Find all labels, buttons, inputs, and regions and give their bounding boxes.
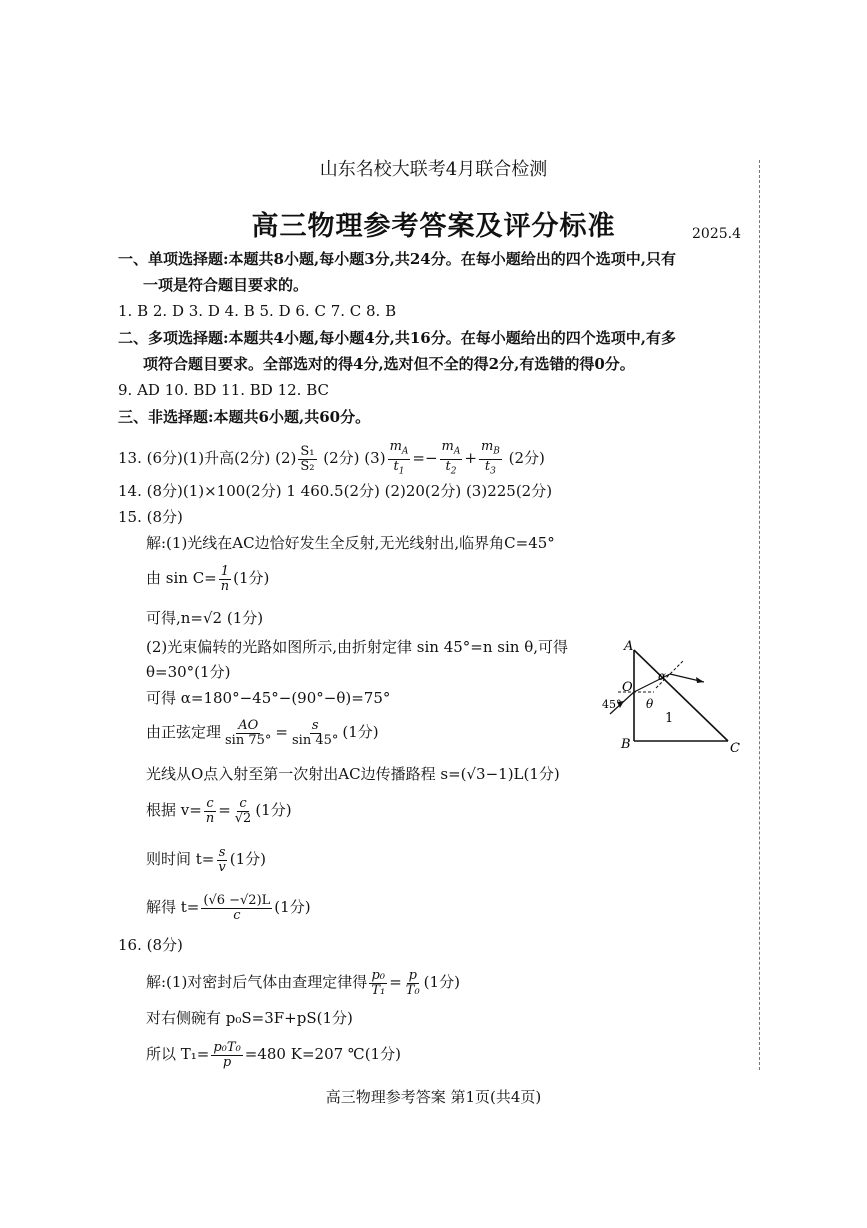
- q16-l1-den2: T₀: [405, 982, 420, 998]
- q15-l7-post: (1分): [342, 723, 379, 741]
- q15-l9-frac2: [233, 797, 254, 826]
- q13-answer: [118, 440, 545, 478]
- q15-line6: 可得 α=180°−45°−(90°−θ)=75°: [146, 689, 391, 707]
- q16-line1: [146, 966, 460, 998]
- q16-l3-num: p₀T₀: [213, 1039, 241, 1055]
- section3-heading: 三、非选择题:本题共6小题,共60分。: [118, 408, 371, 426]
- q16-l1-post: (1分): [423, 973, 460, 991]
- q15-l10-num: s: [218, 844, 226, 860]
- prism-edge-ac: [634, 650, 728, 741]
- q16-l1-pre: 解:(1)对密封后气体由查理定律得: [146, 973, 368, 991]
- q13-mid: (2分) (3): [318, 449, 386, 468]
- q15-l2-frac: [219, 565, 231, 594]
- q13-mb: m: [480, 439, 494, 454]
- q15-line11: [146, 890, 311, 924]
- q13-prefix: 13. (6分)(1)升高(2分) (2): [118, 449, 297, 468]
- label-alpha: α: [658, 669, 667, 683]
- q13-frac1-den: S₂: [300, 458, 315, 474]
- q15-heading: 15. (8分): [118, 508, 183, 526]
- q16-heading: 16. (8分): [118, 936, 183, 954]
- q16-l3-frac: [211, 1041, 242, 1070]
- q13-score: (2分): [503, 449, 545, 468]
- q13-frac-ma: [388, 440, 411, 478]
- q15-l9-den2: √2: [234, 810, 252, 826]
- q15-l2-num: 1: [220, 563, 230, 579]
- q16-l3-den: p: [222, 1054, 232, 1070]
- q15-l11-post: (1分): [274, 898, 311, 916]
- q15-l2-den: n: [220, 578, 230, 594]
- q15-l7-den1: sin 75°: [225, 732, 272, 748]
- q13-t1: t: [393, 458, 399, 474]
- q15-l11-den: c: [233, 907, 241, 923]
- q13-ma2: m: [441, 439, 454, 454]
- q13-t1-sub: 1: [398, 466, 405, 477]
- q13-frac1-num: S₁: [300, 443, 315, 459]
- q13-frac-ma2: [440, 440, 463, 478]
- section2-answers: 9. AD 10. BD 11. BD 12. BC: [118, 381, 329, 399]
- q13-mb-sub: B: [493, 446, 500, 457]
- q15-line8: 光线从O点入射至第一次射出AC边传播路程 s=(√3−1)L(1分): [146, 765, 560, 783]
- q13-t2: t: [445, 458, 451, 474]
- section2-heading: 二、多项选择题:本题共4小题,每小题4分,共16分。在每小题给出的四个选项中,有多: [118, 329, 676, 347]
- q13-ma: m: [389, 439, 402, 454]
- q13-frac-mb: [479, 440, 502, 478]
- q15-l9-eq: =: [218, 801, 231, 819]
- q16-l1-frac2: [404, 969, 422, 998]
- label-theta: θ: [646, 697, 654, 711]
- q13-plus: +: [464, 449, 477, 468]
- q13-ma-sub: A: [401, 446, 409, 457]
- q15-l7-pre: 由正弦定理: [146, 723, 222, 741]
- q16-line3: [146, 1038, 401, 1070]
- q15-l2-post: (1分): [233, 569, 270, 587]
- q15-l7-num2: s: [311, 717, 319, 733]
- q15-l7-frac2: [290, 719, 340, 748]
- q15-l10-post: (1分): [229, 850, 266, 868]
- exam-title: 山东名校大联考4月联合检测: [319, 159, 548, 180]
- q15-l10-frac: [216, 846, 227, 875]
- page-footer: 高三物理参考答案 第1页(共4页): [325, 1088, 542, 1106]
- label-o: O: [622, 680, 633, 695]
- q16-line2: 对右侧碗有 p₀S=3F+pS(1分): [146, 1009, 353, 1027]
- q15-line5: θ=30°(1分): [146, 663, 231, 681]
- exit-arrow-icon: [696, 677, 704, 683]
- q15-line3: 可得,n=√2 (1分): [146, 609, 264, 627]
- section1-heading: 一、单项选择题:本题共8小题,每小题3分,共24分。在每小题给出的四个选项中,只有: [118, 250, 676, 268]
- q13-t2-sub: 2: [450, 466, 457, 477]
- label-45: 45°: [602, 698, 622, 711]
- q15-line10: [146, 843, 266, 875]
- q16-l3-post: =480 K=207 ℃(1分): [244, 1045, 401, 1063]
- section1-answers: 1. B 2. D 3. D 4. B 5. D 6. C 7. C 8. B: [118, 302, 397, 320]
- q15-line2: [146, 562, 269, 594]
- q13-ma2-sub: A: [453, 446, 461, 457]
- q15-l11-pre: 解得 t=: [146, 898, 200, 916]
- q13-fraction-s: [298, 445, 316, 474]
- q15-l9-pre: 根据 v=: [146, 801, 202, 819]
- q15-l9-frac1: [204, 797, 216, 826]
- section2-heading-cont: 项符合题目要求。全部选对的得4分,选对但不全的得2分,有选错的得0分。: [143, 355, 635, 373]
- label-b: B: [621, 737, 631, 752]
- q15-l9-num2: c: [239, 795, 247, 811]
- q13-t3: t: [484, 458, 491, 474]
- q15-l7-frac1: [223, 719, 273, 748]
- q16-l3-pre: 所以 T₁=: [146, 1045, 210, 1063]
- q15-l11-frac: [201, 894, 272, 923]
- q14-answer: 14. (8分)(1)×100(2分) 1 460.5(2分) (2)20(2分) (3)225(2分): [118, 482, 553, 500]
- q15-l10-pre: 则时间 t=: [146, 850, 215, 868]
- q15-l11-num: (√6 −√2)L: [203, 892, 271, 908]
- q15-l2-pre: 由 sin C=: [146, 569, 217, 587]
- q13-t3-sub: 3: [490, 466, 496, 477]
- q15-line7: [146, 716, 379, 748]
- binding-line: [759, 160, 760, 1070]
- q16-l1-num1: p₀: [371, 967, 386, 983]
- q15-l9-den1: n: [205, 810, 215, 826]
- q15-l9-post: (1分): [255, 801, 292, 819]
- q15-l7-den2: sin 45°: [291, 732, 339, 748]
- label-1: 1: [665, 711, 674, 726]
- q15-line9: [146, 794, 292, 826]
- q15-l7-num1: AO: [238, 717, 259, 733]
- q13-eq: =−: [412, 449, 438, 468]
- q15-line1: 解:(1)光线在AC边恰好发生全反射,无光线射出,临界角C=45°: [146, 534, 555, 552]
- label-c: C: [730, 741, 740, 756]
- q16-l1-frac1: [369, 969, 387, 998]
- q15-line4: (2)光束偏转的光路如图所示,由折射定律 sin 45°=n sin θ,可得: [146, 638, 569, 656]
- q16-l1-den1: T₁: [371, 982, 386, 998]
- q16-l1-eq: =: [389, 973, 402, 991]
- doc-title: 高三物理参考答案及评分标准: [251, 211, 616, 242]
- doc-date: 2025.4: [692, 226, 741, 242]
- section1-heading-cont: 一项是符合题目要求的。: [143, 276, 309, 294]
- q15-l7-eq: =: [275, 723, 288, 741]
- q16-l1-num2: p: [408, 967, 417, 983]
- q15-l10-den: v: [218, 859, 226, 875]
- label-a: A: [624, 639, 634, 654]
- q15-l9-num1: c: [206, 795, 214, 811]
- prism-diagram: [590, 636, 750, 760]
